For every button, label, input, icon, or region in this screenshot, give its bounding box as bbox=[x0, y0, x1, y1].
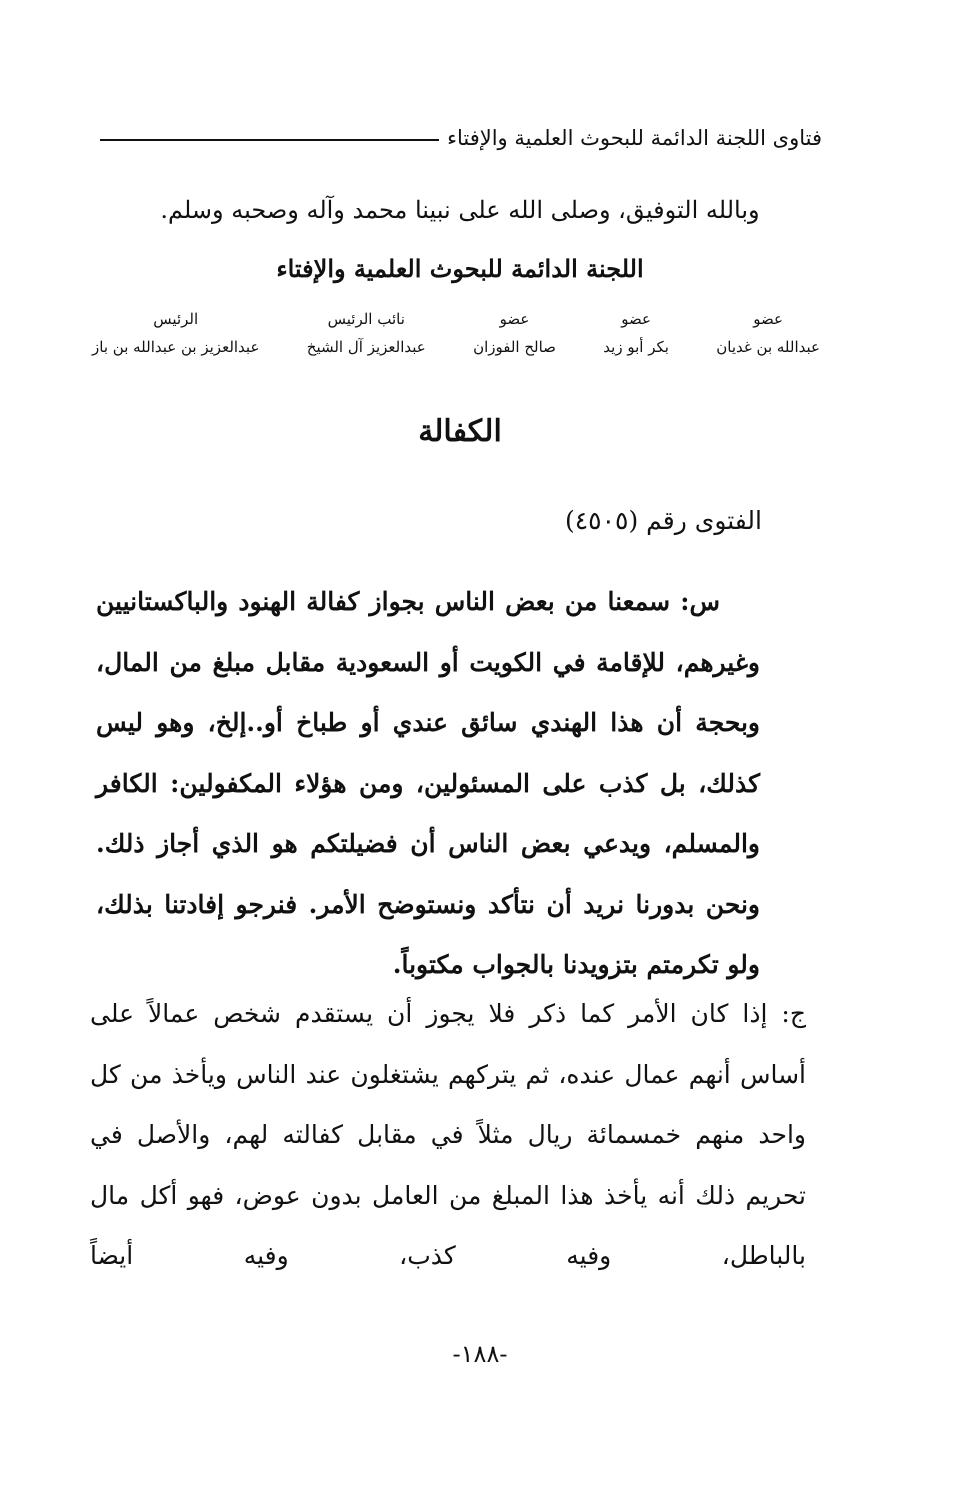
signatory-role: عضو bbox=[621, 310, 651, 328]
signatory-name: عبدالعزيز بن عبدالله بن باز bbox=[92, 338, 260, 356]
signatory-role: نائب الرئيس bbox=[327, 310, 405, 328]
section-title: الكفالة bbox=[418, 414, 502, 449]
header-rule bbox=[100, 139, 439, 141]
committee-name: اللجنة الدائمة للبحوث العلمية والإفتاء bbox=[276, 254, 644, 283]
signatory bbox=[716, 306, 820, 376]
signatory bbox=[307, 306, 426, 376]
signatory-name: صالح الفوزان bbox=[473, 338, 556, 356]
closing-line: وبالله التوفيق، وصلى الله على نبينا محمد وآله وصحبه وسلم. bbox=[160, 196, 760, 224]
question-paragraph: س: سمعنا من بعض الناس بجواز كفالة الهنود والباكستانيين وغيرهم، للإقامة في الكويت أو السعودية مقابل مبلغ من المال، وبحجة أن هذا الهندي سائق عندي أو طباخ أو..إلخ، وهو ليس كذلك، بل كذب على المسئولين، ومن هؤلاء المكفولين: الكافر والمسلم، ويدعي بعض الناس أن فضيلتكم هو الذي أجاز ذلك. ونحن بدورنا نريد أن نتأكد ونستوضح الأمر. فنرجو إفادتنا بذلك، ولو تكرمتم بتزويدنا بالجواب مكتوباً. bbox=[96, 587, 760, 979]
signatory-name: عبدالعزيز آل الشيخ bbox=[306, 338, 426, 356]
signatory-role: عضو bbox=[753, 310, 783, 328]
running-header bbox=[100, 118, 822, 158]
signatories bbox=[92, 306, 820, 376]
page-number: -١٨٨- bbox=[452, 1340, 508, 1368]
signatory bbox=[603, 306, 669, 376]
running-title: فتاوى اللجنة الدائمة للبحوث العلمية والإفتاء bbox=[447, 126, 822, 150]
signatory-name: عبدالله بن غديان bbox=[716, 338, 820, 356]
fatwa-number: الفتوى رقم (٤٥٠٥) bbox=[564, 506, 762, 535]
answer-paragraph: ج: إذا كان الأمر كما ذكر فلا يجوز أن يستقدم شخص عمالاً على أساس أنهم عمال عنده، ثم يتركهم يشتغلون عند الناس ويأخذ من كل واحد منهم خمسمائة ريال مثلاً في مقابل كفالته لهم، والأصل في تحريم ذلك أنه يأخذ هذا المبلغ من العامل بدون عوض، فهو أكل مال بالباطل، وفيه كذب، وفيه أيضاً bbox=[90, 999, 806, 1270]
signatory-role: عضو bbox=[499, 310, 530, 328]
signatory-name: بكر أبو زيد bbox=[603, 338, 669, 356]
signatory-role: الرئيس bbox=[153, 310, 199, 328]
signatory bbox=[92, 306, 259, 376]
signatory bbox=[473, 306, 556, 376]
